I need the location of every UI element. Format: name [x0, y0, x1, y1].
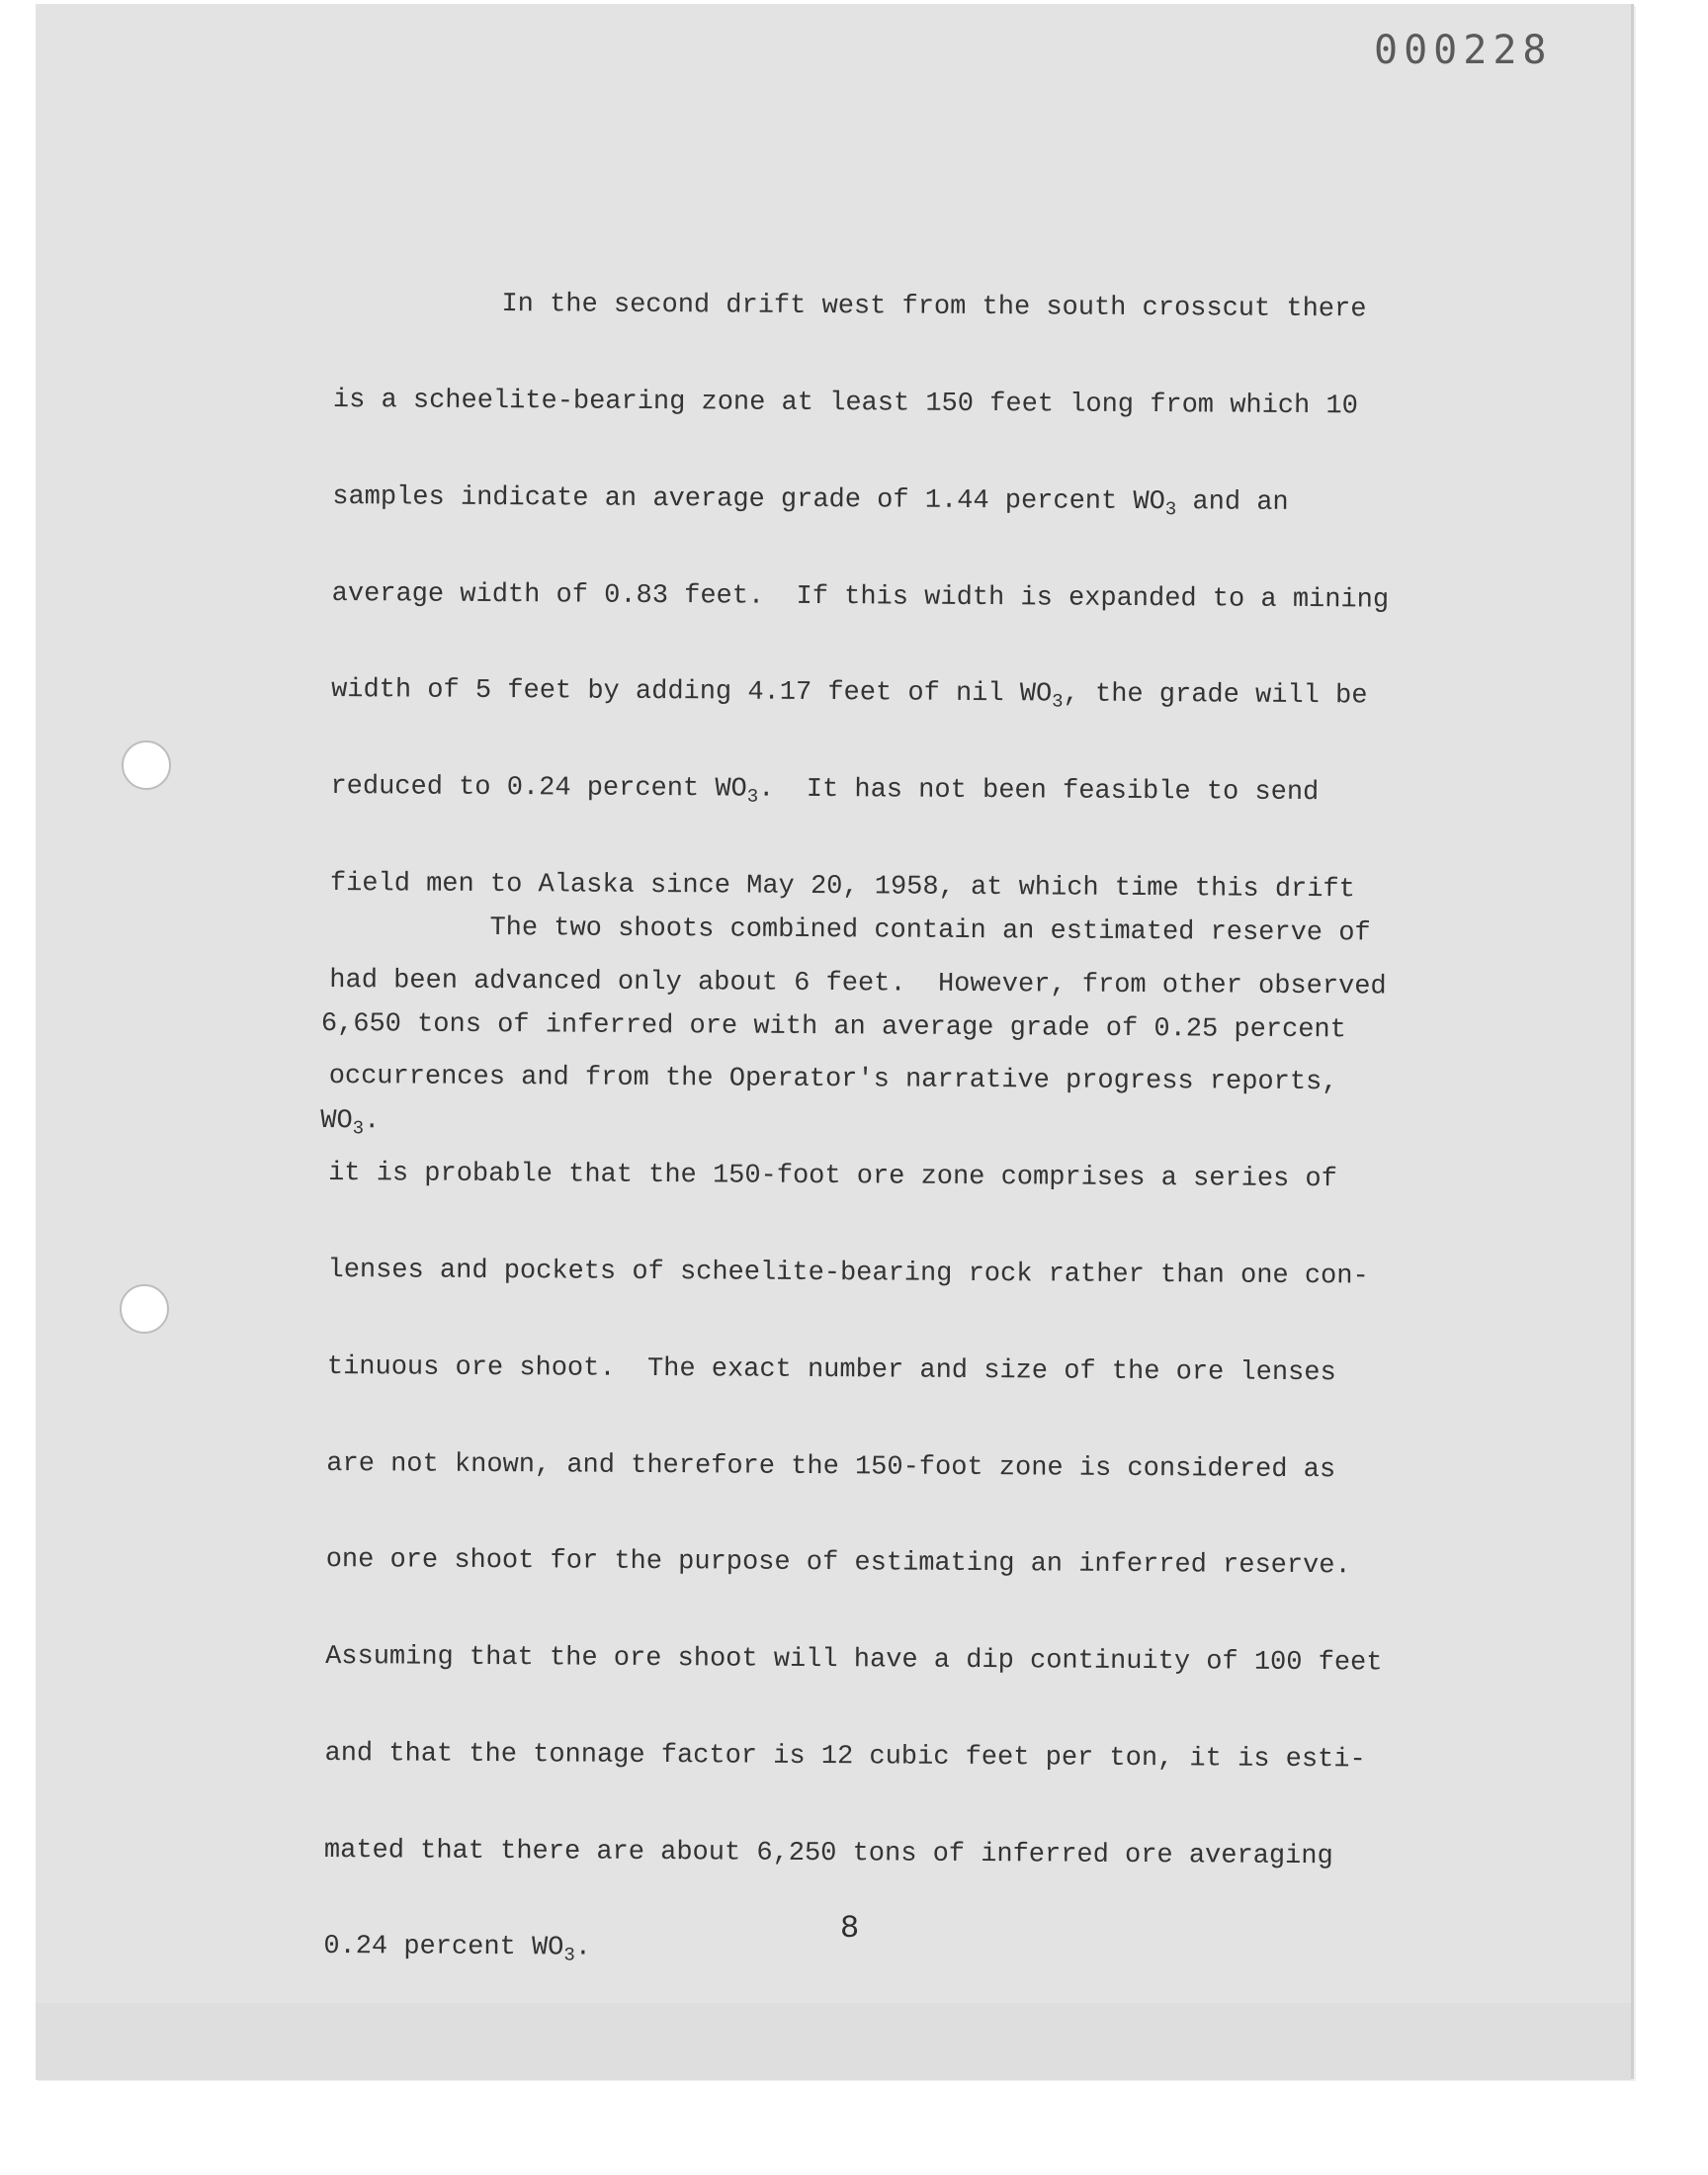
- subscript: 3: [1164, 497, 1177, 520]
- text-line: one ore shoot for the purpose of estimating an inferred reserve.: [325, 1545, 1351, 1582]
- scan-edge-strip: [36, 2003, 1631, 2080]
- subscript: 3: [563, 1944, 575, 1966]
- text-line: occurrences and from the Operator's narrative progress reports,: [328, 1062, 1338, 1098]
- punch-hole: [122, 740, 171, 790]
- text-line: is a scheelite-bearing zone at least 150 feet long from which 10: [332, 385, 1358, 422]
- text-line: lenses and pockets of scheelite-bearing rock rather than one con-: [327, 1255, 1369, 1292]
- text-line: width of 5 feet by adding 4.17 feet of nil $WO_3$, the grade will be: [331, 675, 1368, 713]
- text-line: are not known, and therefore the 150-foot zone is considered as: [326, 1448, 1336, 1485]
- text-line: tinuous ore shoot. The exact number and size of the ore lenses: [326, 1351, 1336, 1388]
- subscript: 3: [352, 1116, 365, 1140]
- text-line: and that the tonnage factor is 12 cubic feet per ton, it is esti-: [324, 1738, 1366, 1776]
- text-line: field men to Alaska since May 20, 1958, at which time this drift: [329, 868, 1355, 906]
- text-line: The two shoots combined contain an estimated reserve of: [489, 914, 1371, 949]
- text-line: it is probable that the 150-foot ore zone comprises a series of: [328, 1159, 1337, 1195]
- paragraph-2: [320, 847, 1371, 1175]
- text-line: Assuming that the ore shoot will have a dip continuity of 100 feet: [325, 1642, 1383, 1679]
- page-number: 8: [840, 1910, 860, 1947]
- text-line: 0.24 percent $WO_3$.: [323, 1932, 592, 1966]
- text-line: In the second drift west from the south crosscut there: [501, 290, 1367, 325]
- document-number: 000228: [1374, 28, 1553, 73]
- text-line: average width of 0.83 feet. If this width is expanded to a mining: [331, 578, 1390, 616]
- text-line: mated that there are about 6,250 tons of inferred ore averaging: [323, 1835, 1333, 1871]
- text-line: $WO_3$.: [320, 1105, 381, 1140]
- text-line: had been advanced only about 6 feet. However, from other observed: [329, 965, 1387, 1002]
- punch-hole: [120, 1284, 169, 1334]
- subscript: 3: [746, 785, 759, 808]
- text-line: 6,650 tons of inferred ore with an average grade of 0.25 percent: [320, 1008, 1346, 1046]
- text-line: samples indicate an average grade of 1.44 percent $WO_3$ and an: [332, 481, 1289, 520]
- subscript: 3: [1052, 690, 1064, 713]
- text-line: reduced to 0.24 percent $WO_3$. It has not been feasible to send: [330, 772, 1320, 809]
